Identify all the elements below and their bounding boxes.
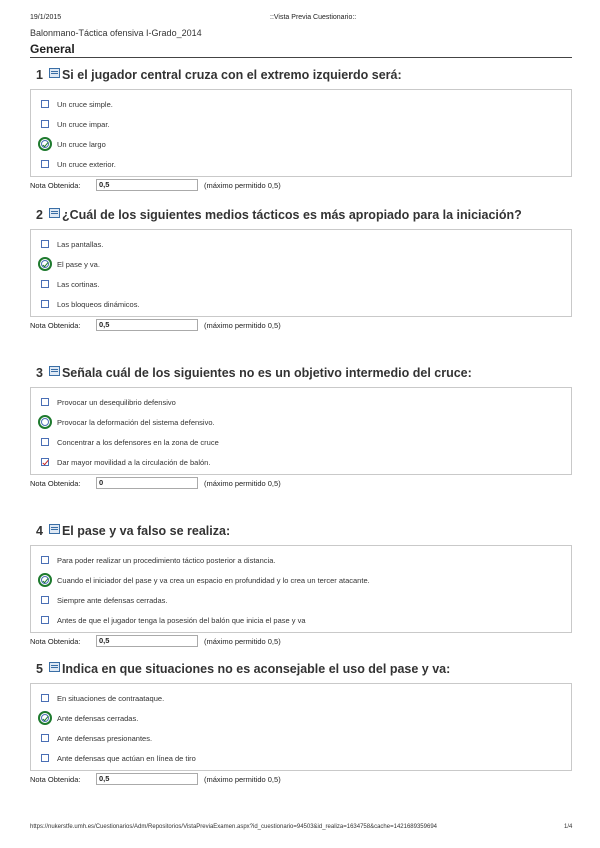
score-field[interactable]: 0,5	[96, 319, 198, 331]
score-label: Nota Obtenida:	[30, 320, 81, 330]
page-heading: ::Vista Previa Cuestionario::	[270, 14, 357, 21]
answer-label: Provocar la deformación del sistema defensivo.	[57, 417, 215, 427]
answer-checkbox[interactable]	[41, 260, 49, 268]
answer-option[interactable]	[31, 134, 571, 154]
max-score-text: (máximo permitido 0,5)	[204, 636, 281, 646]
answer-option[interactable]	[31, 708, 571, 728]
answer-label: Cuando el iniciador del pase y va crea un espacio en profundidad y lo crea un tercer atacante.	[57, 575, 370, 585]
question-icon	[49, 366, 60, 376]
options-box	[30, 89, 572, 177]
score-row	[30, 319, 572, 331]
answer-option[interactable]	[31, 748, 571, 768]
score-field[interactable]: 0,5	[96, 179, 198, 191]
options-box	[30, 229, 572, 317]
answer-option[interactable]	[31, 590, 571, 610]
answer-option[interactable]	[31, 114, 571, 134]
question-number: 1	[36, 68, 43, 82]
answer-option[interactable]	[31, 728, 571, 748]
answer-checkbox[interactable]	[41, 714, 49, 722]
answer-option[interactable]	[31, 234, 571, 254]
options-box	[30, 545, 572, 633]
question-number: 4	[36, 524, 43, 538]
answer-checkbox[interactable]	[41, 280, 49, 288]
answer-label: Siempre ante defensas cerradas.	[57, 595, 168, 605]
answer-label: Un cruce impar.	[57, 119, 110, 129]
answer-option[interactable]	[31, 432, 571, 452]
score-field[interactable]: 0	[96, 477, 198, 489]
answer-label: Las pantallas.	[57, 239, 104, 249]
max-score-text: (máximo permitido 0,5)	[204, 180, 281, 190]
answer-option[interactable]	[31, 550, 571, 570]
answer-checkbox[interactable]	[41, 616, 49, 624]
footer-url[interactable]: https://nukerstfe.umh.es/Cuestionarios/Adm/Repositorios/VistaPreviaExamen.aspx?id_cuestionario=94503&id_realiza=1634758&cache=1421689359694	[30, 824, 437, 830]
answer-checkbox[interactable]	[41, 160, 49, 168]
answer-label: Un cruce exterior.	[57, 159, 116, 169]
question-block	[30, 662, 572, 785]
score-field[interactable]: 0,5	[96, 773, 198, 785]
course-title: Balonmano-Táctica ofensiva I-Grado_2014	[30, 28, 202, 38]
question-title	[36, 68, 572, 83]
answer-option[interactable]	[31, 688, 571, 708]
answer-option[interactable]	[31, 254, 571, 274]
score-label: Nota Obtenida:	[30, 774, 81, 784]
options-box	[30, 387, 572, 475]
score-label: Nota Obtenida:	[30, 180, 81, 190]
answer-checkbox[interactable]	[41, 754, 49, 762]
answer-label: Para poder realizar un procedimiento táctico posterior a distancia.	[57, 555, 276, 565]
question-block	[30, 208, 572, 331]
answer-label: Los bloqueos dinámicos.	[57, 299, 140, 309]
answer-checkbox[interactable]	[41, 240, 49, 248]
answer-option[interactable]	[31, 294, 571, 314]
score-row	[30, 635, 572, 647]
question-number: 2	[36, 208, 43, 222]
question-text: Indica en que situaciones no es aconsejable el uso del pase y va:	[61, 662, 451, 676]
answer-label: Dar mayor movilidad a la circulación de balón.	[57, 457, 211, 467]
question-icon	[49, 662, 60, 672]
max-score-text: (máximo permitido 0,5)	[204, 320, 281, 330]
question-number: 5	[36, 662, 43, 676]
answer-label: Ante defensas cerradas.	[57, 713, 139, 723]
score-row	[30, 773, 572, 785]
answer-label: Antes de que el jugador tenga la posesión del balón que inicia el pase y va	[57, 615, 306, 625]
answer-checkbox[interactable]	[41, 438, 49, 446]
print-date: 19/1/2015	[30, 14, 62, 21]
answer-option[interactable]	[31, 94, 571, 114]
question-title	[36, 662, 572, 677]
answer-checkbox[interactable]	[41, 556, 49, 564]
answer-label: Ante defensas que actúan en línea de tiro	[57, 753, 196, 763]
score-field[interactable]: 0,5	[96, 635, 198, 647]
answer-checkbox[interactable]	[41, 734, 49, 742]
section-title: General	[30, 42, 572, 58]
question-text: Si el jugador central cruza con el extremo izquierdo será:	[61, 68, 402, 82]
answer-checkbox[interactable]	[41, 576, 49, 584]
question-block	[30, 524, 572, 647]
question-text: Señala cuál de los siguientes no es un objetivo intermedio del cruce:	[61, 366, 472, 380]
answer-checkbox[interactable]	[41, 418, 49, 426]
options-box	[30, 683, 572, 771]
answer-label: Las cortinas.	[57, 279, 100, 289]
question-title	[36, 366, 572, 381]
answer-option[interactable]	[31, 610, 571, 630]
question-number: 3	[36, 366, 43, 380]
answer-label: Un cruce simple.	[57, 99, 113, 109]
answer-checkbox[interactable]	[41, 100, 49, 108]
question-icon	[49, 208, 60, 218]
answer-option[interactable]	[31, 392, 571, 412]
answer-checkbox[interactable]	[41, 398, 49, 406]
answer-option[interactable]	[31, 570, 571, 590]
answer-label: Provocar un desequilibrio defensivo	[57, 397, 176, 407]
answer-option[interactable]	[31, 154, 571, 174]
answer-option[interactable]	[31, 452, 571, 472]
page-number: 1/4	[564, 824, 573, 830]
answer-label: En situaciones de contraataque.	[57, 693, 165, 703]
question-title	[36, 208, 572, 223]
question-text: El pase y va falso se realiza:	[61, 524, 231, 538]
answer-checkbox[interactable]	[41, 120, 49, 128]
question-block	[30, 366, 572, 489]
answer-checkbox[interactable]	[41, 458, 49, 466]
question-text: ¿Cuál de los siguientes medios tácticos es más apropiado para la iniciación?	[61, 208, 522, 222]
answer-option[interactable]	[31, 412, 571, 432]
answer-checkbox[interactable]	[41, 300, 49, 308]
question-icon	[49, 524, 60, 534]
max-score-text: (máximo permitido 0,5)	[204, 774, 281, 784]
question-icon	[49, 68, 60, 78]
answer-label: Un cruce largo	[57, 139, 106, 149]
answer-label: El pase y va.	[57, 259, 100, 269]
answer-checkbox[interactable]	[41, 596, 49, 604]
score-label: Nota Obtenida:	[30, 636, 81, 646]
question-title	[36, 524, 572, 539]
answer-option[interactable]	[31, 274, 571, 294]
answer-label: Ante defensas presionantes.	[57, 733, 153, 743]
max-score-text: (máximo permitido 0,5)	[204, 478, 281, 488]
answer-checkbox[interactable]	[41, 694, 49, 702]
score-row	[30, 477, 572, 489]
score-label: Nota Obtenida:	[30, 478, 81, 488]
score-row	[30, 179, 572, 191]
answer-checkbox[interactable]	[41, 140, 49, 148]
answer-label: Concentrar a los defensores en la zona de cruce	[57, 437, 219, 447]
question-block	[30, 68, 572, 191]
